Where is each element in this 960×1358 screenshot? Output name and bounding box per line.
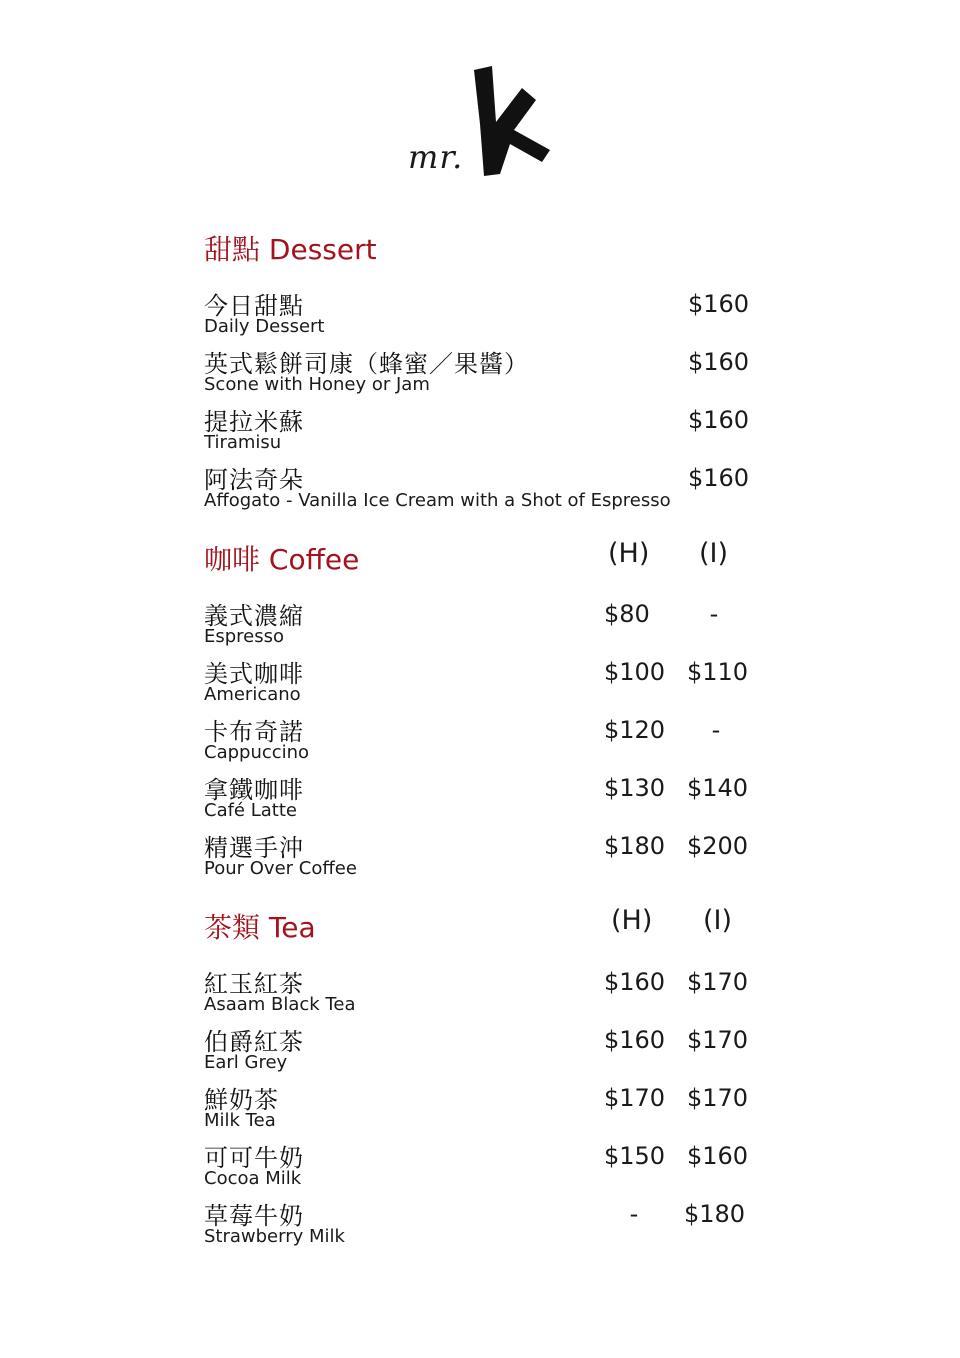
menu-item xyxy=(204,292,764,348)
item-price-hot: $120 xyxy=(604,716,666,744)
column-header-iced: (I) xyxy=(699,538,729,569)
column-header-hot: (H) xyxy=(611,905,653,936)
item-price-hot: - xyxy=(629,1200,639,1228)
item-price-iced: $170 xyxy=(687,1084,749,1112)
column-header-iced: (I) xyxy=(703,905,733,936)
mr-k-logo xyxy=(408,64,558,184)
logo-prefix: mr. xyxy=(408,138,464,176)
item-price-hot: $80 xyxy=(604,600,650,628)
item-price-hot: $160 xyxy=(604,1026,666,1054)
item-name-en: Asaam Black Tea xyxy=(204,994,356,1015)
item-price-iced: $170 xyxy=(687,968,749,996)
item-name-zh: 精選手沖 xyxy=(204,834,304,862)
item-price-hot: $170 xyxy=(604,1084,666,1112)
item-name-zh: 卡布奇諾 xyxy=(204,718,304,746)
menu-item xyxy=(204,1144,764,1200)
section-title-tea: 茶類 Tea xyxy=(204,911,316,944)
item-price: $160 xyxy=(688,406,750,434)
item-name-en: Earl Grey xyxy=(204,1052,288,1073)
item-price-iced: $180 xyxy=(684,1200,746,1228)
item-name-zh: 可可牛奶 xyxy=(204,1144,304,1172)
item-price-hot: $100 xyxy=(604,658,666,686)
item-name-zh: 拿鐵咖啡 xyxy=(204,776,304,804)
item-price-hot: $160 xyxy=(604,968,666,996)
item-name-zh: 今日甜點 xyxy=(204,292,304,320)
menu-item xyxy=(204,1086,764,1142)
menu-item xyxy=(204,408,764,464)
item-name-zh: 義式濃縮 xyxy=(204,602,304,630)
item-name-en: Americano xyxy=(204,684,301,705)
section-title-coffee: 咖啡 Coffee xyxy=(204,543,360,576)
item-name-en: Pour Over Coffee xyxy=(204,858,357,879)
item-name-zh: 鮮奶茶 xyxy=(204,1086,279,1114)
item-name-zh: 美式咖啡 xyxy=(204,660,304,688)
item-name-en: Café Latte xyxy=(204,800,297,821)
item-name-en: Tiramisu xyxy=(204,432,282,453)
logo-k-mark xyxy=(470,64,552,178)
item-price-iced: $140 xyxy=(687,774,749,802)
item-price: $160 xyxy=(688,464,750,492)
item-price-hot: $180 xyxy=(604,832,666,860)
menu-item xyxy=(204,602,764,658)
item-name-zh: 伯爵紅茶 xyxy=(204,1028,304,1056)
item-price-iced: $110 xyxy=(687,658,749,686)
item-price-hot: $150 xyxy=(604,1142,666,1170)
item-name-zh: 英式鬆餅司康（蜂蜜／果醬） xyxy=(204,350,529,378)
item-name-en: Daily Dessert xyxy=(204,316,325,337)
section-title-dessert: 甜點 Dessert xyxy=(204,233,377,266)
item-name-zh: 紅玉紅茶 xyxy=(204,970,304,998)
menu-item xyxy=(204,1028,764,1084)
menu-item xyxy=(204,776,764,832)
item-name-zh: 草莓牛奶 xyxy=(204,1202,304,1230)
item-name-en: Cocoa Milk xyxy=(204,1168,302,1189)
item-price-iced: $170 xyxy=(687,1026,749,1054)
menu-item xyxy=(204,660,764,716)
item-price-iced: - xyxy=(709,600,719,628)
menu-item xyxy=(204,466,764,522)
menu-item xyxy=(204,350,764,406)
item-name-en: Strawberry Milk xyxy=(204,1226,345,1247)
menu-item xyxy=(204,834,764,890)
item-name-en: Espresso xyxy=(204,626,285,647)
item-name-zh: 提拉米蘇 xyxy=(204,408,304,436)
item-price-iced: $200 xyxy=(687,832,749,860)
item-price: $160 xyxy=(688,290,750,318)
item-price-iced: - xyxy=(711,716,721,744)
item-price: $160 xyxy=(688,348,750,376)
column-header-hot: (H) xyxy=(608,538,650,569)
item-name-en: Scone with Honey or Jam xyxy=(204,374,430,395)
item-name-zh: 阿法奇朵 xyxy=(204,466,304,494)
menu-item xyxy=(204,718,764,774)
menu-item xyxy=(204,1202,764,1258)
item-price-hot: $130 xyxy=(604,774,666,802)
item-name-en: Cappuccino xyxy=(204,742,310,763)
item-name-en: Affogato - Vanilla Ice Cream with a Shot of Espresso xyxy=(204,490,671,511)
item-name-en: Milk Tea xyxy=(204,1110,276,1131)
item-price-iced: $160 xyxy=(687,1142,749,1170)
menu-item xyxy=(204,970,764,1026)
